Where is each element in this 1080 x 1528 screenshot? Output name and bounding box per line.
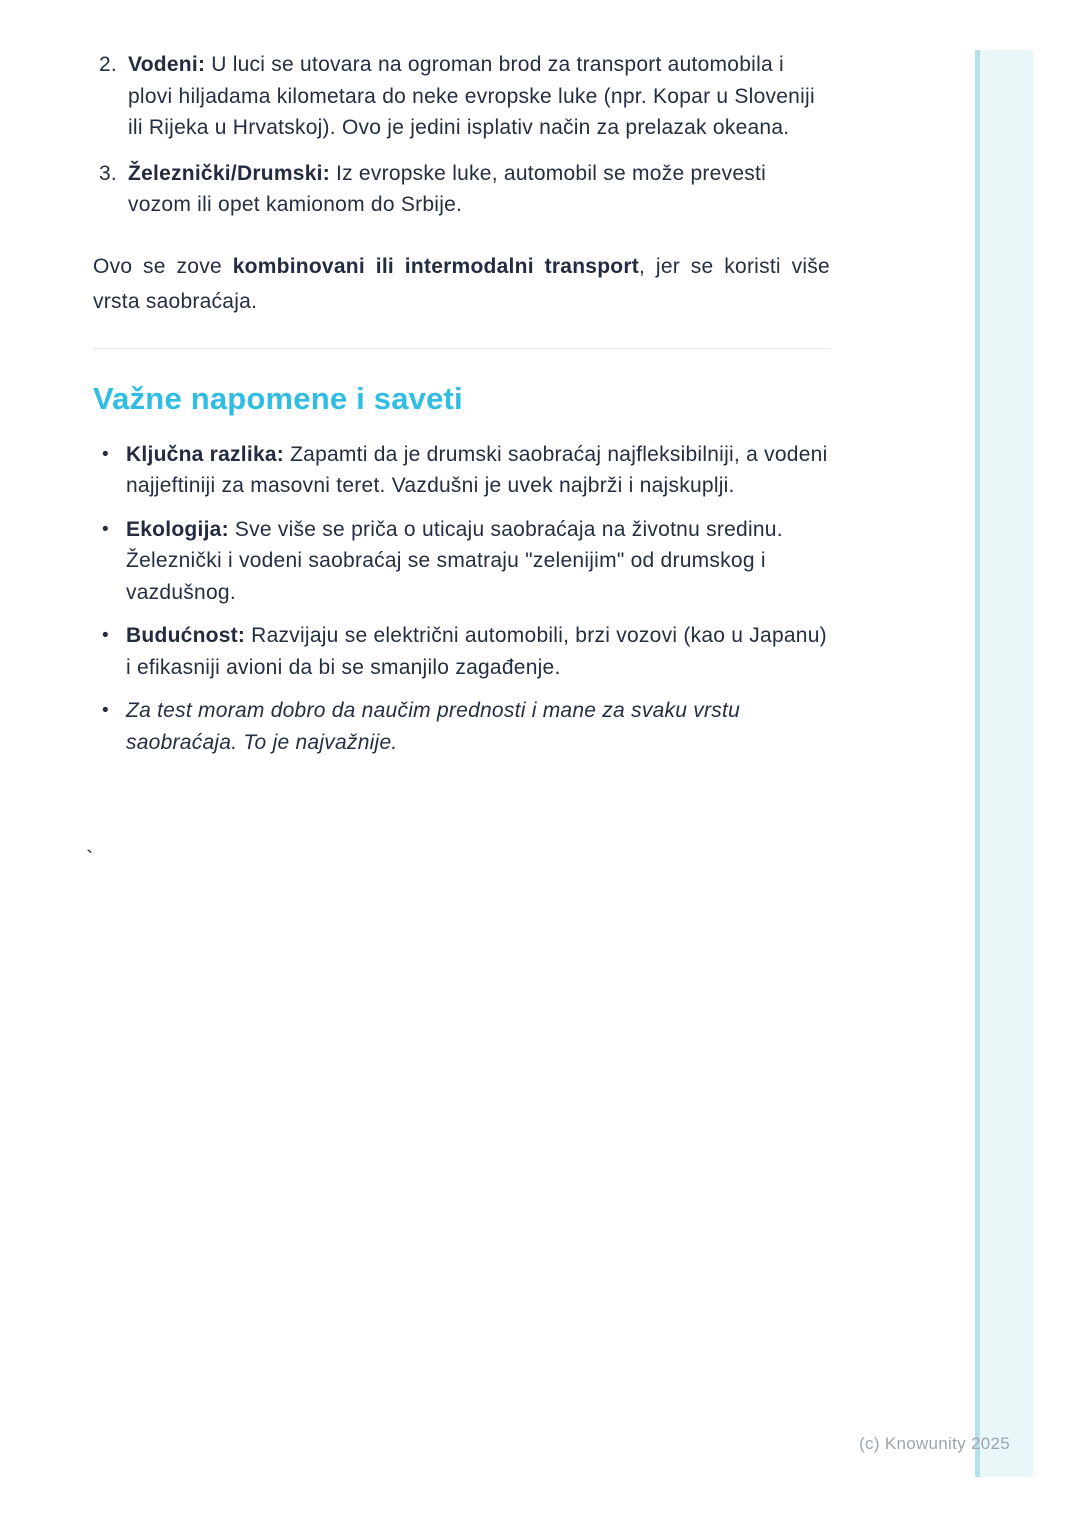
summary-paragraph	[93, 249, 830, 319]
bullet-list-item-buducnost	[93, 620, 830, 683]
paragraph-suffix: , jer se koristi više vrsta saobraćaja.	[93, 254, 830, 313]
section-divider	[93, 348, 830, 349]
copyright-notice: (c) Knowunity 2025	[859, 1434, 1010, 1453]
bullet-item-body	[126, 620, 830, 683]
bullet-item-label: Budućnost:	[126, 624, 246, 647]
bullet-item-body	[126, 514, 830, 609]
stray-backtick: `	[86, 846, 94, 871]
bullet-list-item-test-note	[93, 695, 830, 758]
numbered-list-item-zeleznicki	[93, 158, 830, 221]
paragraph-bold-phrase: kombinovani ili intermodalni transport	[232, 254, 640, 278]
bullet-icon: •	[102, 443, 109, 465]
list-item-body	[128, 158, 830, 221]
bullet-icon: •	[102, 625, 109, 646]
list-item-label: Železnički/Drumski:	[128, 161, 330, 185]
bullet-item-label: Ključna razlika:	[126, 442, 285, 466]
list-item-text: Iz evropske luke, automobil se može prevesti vozom ili opet kamionom do Srbije.	[128, 161, 767, 216]
transport-numbered-list	[93, 49, 830, 221]
list-item-label: Vodeni:	[128, 53, 206, 76]
list-number: 3.	[98, 161, 117, 185]
bullet-list-item-kljucna-razlika	[93, 439, 830, 502]
bullet-item-text: Za test moram dobro da naučim prednosti i mane za svaku vrstu saobraćaja. To je najvažnije.	[126, 699, 741, 754]
paragraph-prefix: Ovo se zove	[93, 254, 233, 278]
numbered-list-item-vodeni	[93, 49, 830, 144]
list-item-body	[128, 49, 830, 144]
bullet-item-text: Razvijaju se električni automobili, brzi vozovi (kao u Japanu) i efikasniji avioni da bi se smanjilo zagađenje.	[126, 624, 827, 679]
list-number: 2.	[98, 53, 117, 76]
bullet-icon: •	[102, 700, 109, 721]
bullet-item-label: Ekologija:	[126, 517, 229, 541]
document-content	[93, 49, 830, 770]
page-accent-bar	[975, 50, 1033, 1477]
bullet-item-text: Sve više se priča o uticaju saobraćaja na životnu sredinu. Železnički i vodeni saobraćaj se smatraju "zelenijim" od drumskog i vazdušnog.	[126, 517, 783, 604]
bullet-item-text: Zapamti da je drumski saobraćaj najfleksibilniji, a vodeni najjeftiniji za masovni teret. Vazdušni je uvek najbrži i najskuplji.	[126, 442, 828, 497]
bullet-item-body	[126, 695, 830, 758]
bullet-icon: •	[102, 518, 109, 540]
section-heading: Važne napomene i saveti	[93, 380, 463, 416]
bullet-item-body	[126, 439, 830, 502]
notes-bullet-list	[93, 439, 830, 759]
list-item-text: U luci se utovara na ogroman brod za transport automobila i plovi hiljadama kilometara do neke evropske luke (npr. Kopar u Sloveniji ili Rijeka u Hrvatskoj). Ovo je jedini isplativ način za prelazak okeana.	[128, 53, 815, 139]
bullet-list-item-ekologija	[93, 514, 830, 609]
